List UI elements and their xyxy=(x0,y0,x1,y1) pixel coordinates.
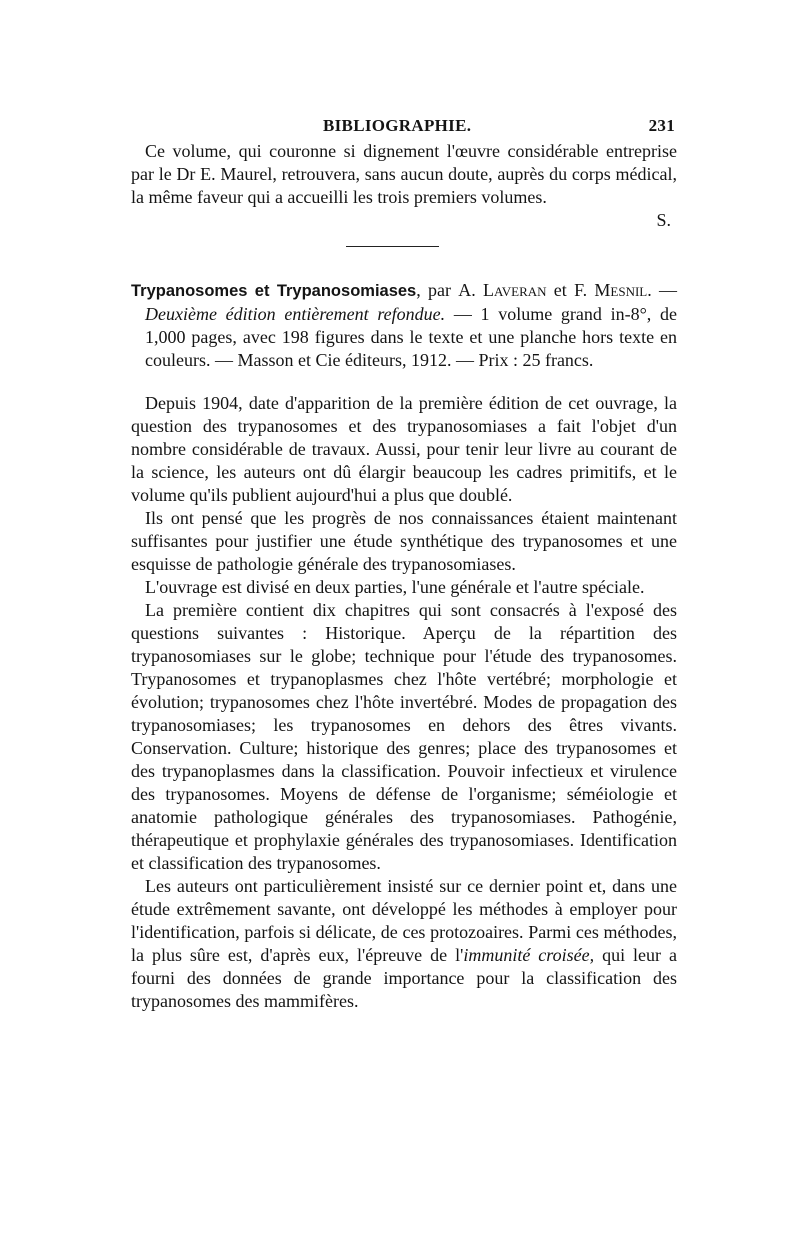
publication-details: — 1 volume grand in-8°, de 1,000 pages, avec 198 figures dans le texte et une planche hors texte en couleurs. — Masson et Cie éditeurs, 1912. — Prix : 25 francs. xyxy=(145,304,677,370)
review-paragraph-1: Depuis 1904, date d'apparition de la première édition de cet ouvrage, la question des trypanosomes et des trypanosomiases a fait l'objet d'un nombre considérable de travaux. Aussi, pour tenir leur livre au courant de la science, les auteurs ont dû élargir beaucoup les cadres primitifs, et le volume qu'ils publient aujourd'hui a plus que doublé. xyxy=(131,393,677,505)
running-header xyxy=(131,112,677,140)
author-laveran: A. Laveran xyxy=(458,280,547,300)
section-divider xyxy=(346,246,439,247)
review-paragraph-4: La première contient dix chapitres qui sont consacrés à l'exposé des questions suivantes : Historique. Aperçu de la répartition des trypanosomiases sur le globe; technique pour l'étude des trypanosomes. Trypanosomes et trypanoplasmes chez l'hôte vertébré; morphologie et évolution; trypanosomes chez l'hôte invertébré. Modes de propagation des trypanosomiases; les trypanosomes en dehors des êtres vivants. Conservation. Culture; historique des genres; place des trypanosomes et des trypanoplasmes dans la classification. Pouvoir infectieux et virulence des trypanosomes. Moyens de défense de l'organisme; séméiologie et anatomie pathologique générales des trypanosomiases. Pathogénie, thérapeutique et prophylaxie générales des trypanosomiases. Identification et classification des trypanosomes. xyxy=(131,600,677,873)
and-text: et xyxy=(546,280,575,300)
running-title: BIBLIOGRAPHIE. xyxy=(323,116,472,135)
review-paragraph-3: L'ouvrage est divisé en deux parties, l'une générale et l'autre spéciale. xyxy=(145,577,645,597)
paragraph-5-text-end: qui leur a fourni des données de grande importance pour la classification des trypanosomes des mammifères. xyxy=(131,945,677,1011)
by-text: , par xyxy=(416,280,459,300)
page-number: 231 xyxy=(648,116,675,135)
review-paragraph-2: Ils ont pensé que les progrès de nos connaissances étaient maintenant suffisantes pour justifier une étude synthétique des trypanosomes et une esquisse de pathologie générale des trypanosomiases. xyxy=(131,508,677,574)
paragraph-5-text-start: Les auteurs ont particulièrement insisté sur ce dernier point et, dans une étude extrêmement savante, ont développé les méthodes à employer pour l'identification, parfois si délicate, de ces protozoaires. Parmi ces méthodes, la plus sûre est, d'après eux, l'épreuve de l' xyxy=(131,876,677,965)
author-mesnil: F. Mesnil. xyxy=(574,280,652,300)
edition-note: Deuxième édition entièrement refondue. xyxy=(145,304,446,324)
book-page xyxy=(131,112,677,1132)
previous-review-closing-paragraph: Ce volume, qui couronne si dignement l'œuvre considérable entreprise par le Dr E. Maurel, retrouvera, sans aucun doute, auprès du corps médical, la même faveur qui a accueilli les trois premiers volumes. xyxy=(131,141,677,207)
reviewer-signature: S. xyxy=(656,210,671,230)
immunite-croisee-term: immunité croisée, xyxy=(463,945,595,965)
review-heading xyxy=(131,279,677,372)
book-title: Trypanosomes et Trypanosomiases xyxy=(131,282,417,300)
edition-dash: — xyxy=(651,280,678,300)
review-paragraph-5 xyxy=(131,875,677,1013)
